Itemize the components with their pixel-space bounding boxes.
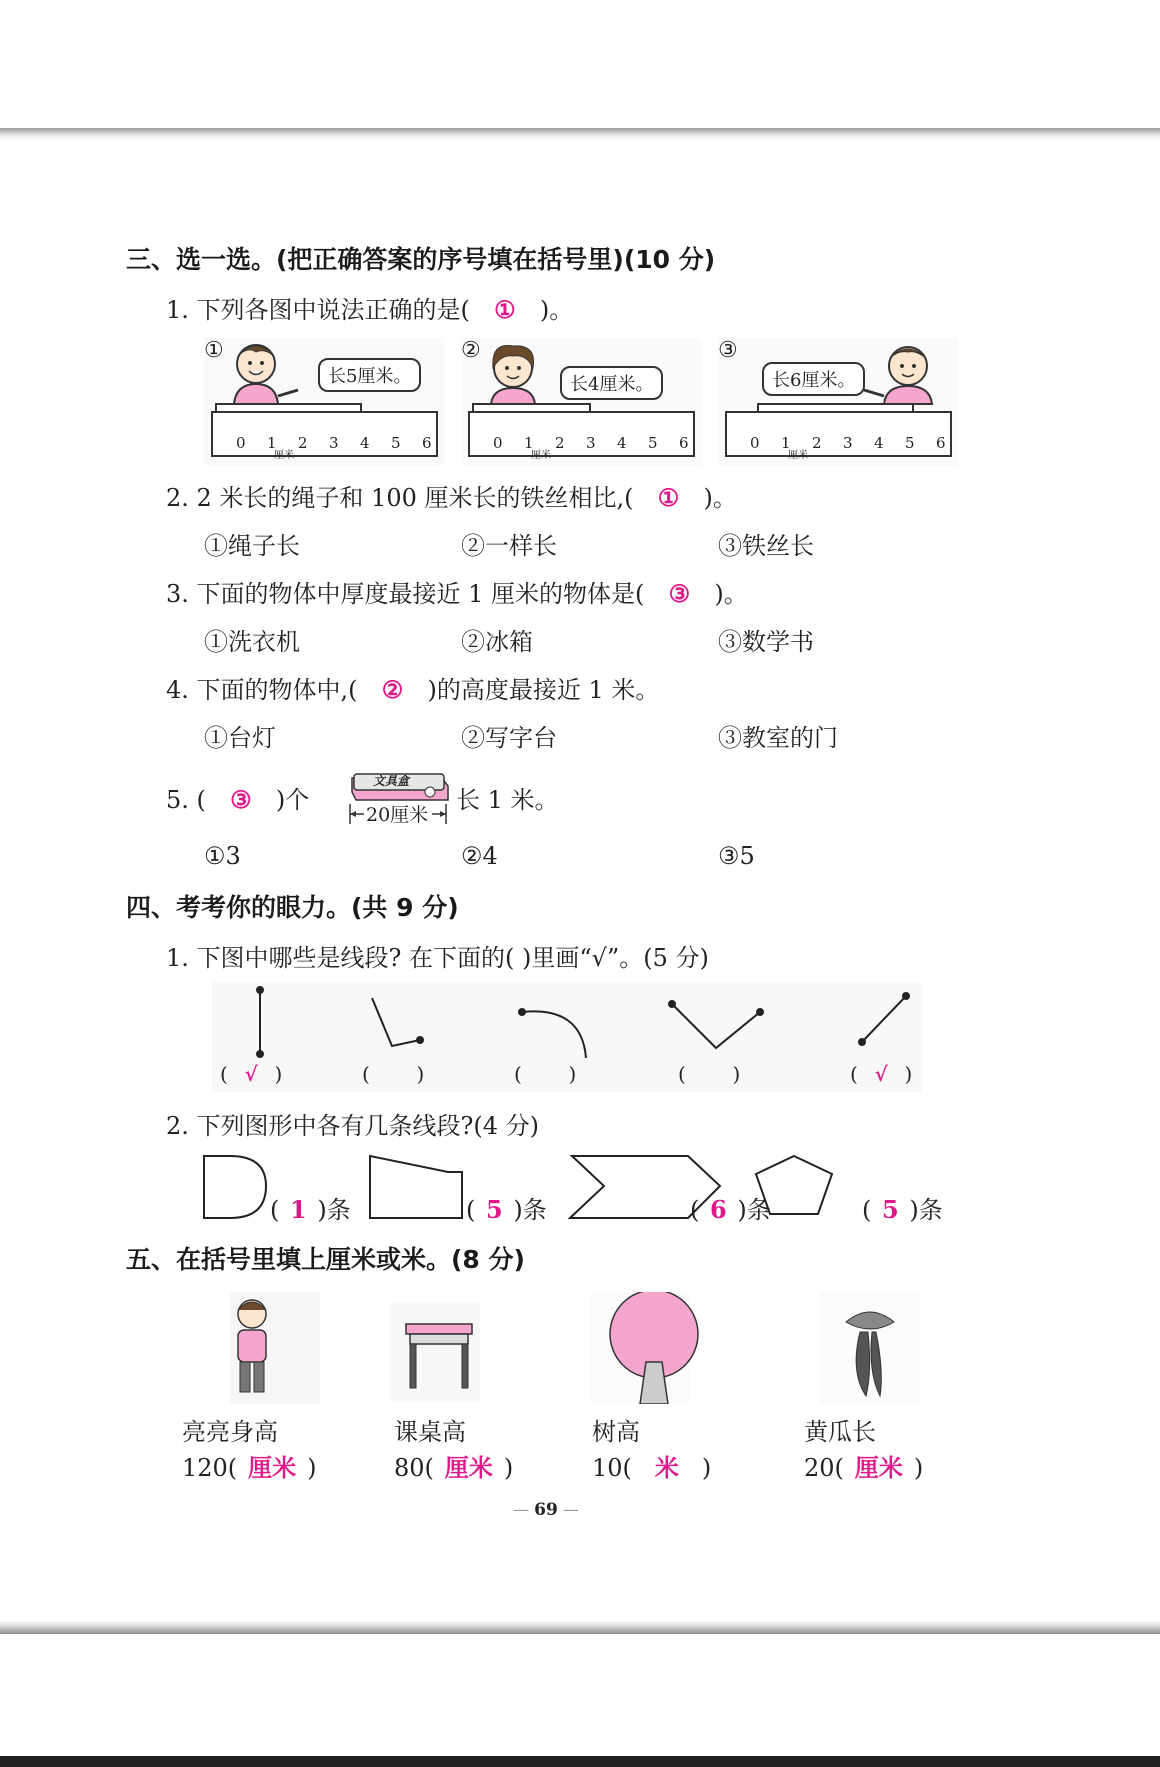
item-close: ) <box>913 1454 924 1482</box>
item-close: ) <box>307 1454 317 1482</box>
page-top-shadow <box>0 128 1160 140</box>
ruler-tick-label: 2 <box>812 434 822 452</box>
option-a: ①3 <box>204 842 241 870</box>
question-4-1: 1. 下图中哪些是线段? 在下面的( )里画“√”。(5 分) <box>166 944 709 972</box>
answer: ① <box>494 295 516 324</box>
section-4-title: 四、考考你的眼力。(共 9 分) <box>126 893 459 922</box>
item-answer: 厘米 <box>248 1453 297 1482</box>
shape-count-unit: 条 <box>918 1196 943 1224</box>
section-5-title: 五、在括号里填上厘米或米。(8 分) <box>126 1245 525 1274</box>
option-b: ②写字台 <box>461 724 557 752</box>
option-a: ①台灯 <box>204 724 276 752</box>
question-3-5 <box>166 780 309 815</box>
question-4-2: 2. 下列图形中各有几条线段?(4 分) <box>166 1112 540 1140</box>
shape-count: ( 6 )条 <box>690 1195 771 1224</box>
ruler-tick-label: 6 <box>936 434 946 452</box>
picture-label-2: ② <box>461 338 481 363</box>
ruler-unit-label: 厘米 <box>274 450 294 461</box>
answer: ③ <box>668 579 691 608</box>
shape-count-unit: 条 <box>326 1196 351 1224</box>
ruler-tick-label: 5 <box>905 434 915 452</box>
ruler-tick-label: 1 <box>267 434 277 452</box>
ruler-tick-label: 2 <box>298 434 308 452</box>
option-c: ③教室的门 <box>718 724 838 752</box>
question-text: 4. 下面的物体中,( <box>166 676 358 704</box>
ruler-tick-label: 5 <box>648 434 658 452</box>
item-label: 亮亮身高 <box>182 1418 278 1446</box>
page-number: — 69 — <box>513 1500 579 1520</box>
picture-label-1: ① <box>204 338 224 363</box>
shape-count: ( 1 )条 <box>270 1195 351 1224</box>
item-answer-row <box>182 1448 317 1483</box>
question-3-3 <box>166 574 748 609</box>
speech-bubble-1: 长5厘米。 <box>318 358 421 392</box>
question-text: 2. 2 米长的绳子和 100 厘米长的铁丝相比,( <box>166 484 634 512</box>
option-a: ①绳子长 <box>204 532 300 560</box>
question-text: 5. ( <box>166 786 206 814</box>
shape-count-unit: 条 <box>522 1196 547 1224</box>
item-answer: 厘米 <box>854 1453 903 1482</box>
item-answer-row <box>394 1448 513 1483</box>
option-b: ②4 <box>461 842 498 870</box>
question-close: )。 <box>539 296 574 324</box>
question-3-4 <box>166 670 659 705</box>
shape-count-value: 1 <box>290 1195 307 1224</box>
shape-count-value: 5 <box>882 1195 899 1224</box>
tree-figure <box>590 1292 698 1404</box>
item-answer: 厘米 <box>444 1453 493 1482</box>
segment-answer: ( ) <box>678 1062 741 1086</box>
ruler-tick-label: 6 <box>422 434 432 452</box>
segment-answer: ( ) <box>514 1062 577 1086</box>
section-3-title: 三、选一选。(把正确答案的序号填在括号里)(10 分) <box>126 245 716 274</box>
item-value: 120( <box>182 1454 238 1482</box>
option-c: ③铁丝长 <box>718 532 814 560</box>
item-answer-row <box>804 1448 923 1483</box>
page-number-value: 69 <box>534 1500 558 1520</box>
ruler-tick-label: 1 <box>524 434 534 452</box>
question-3-5-tail: 长 1 米。 <box>456 786 559 814</box>
object-pictures <box>200 1292 930 1404</box>
ruler-tick-label: 3 <box>843 434 853 452</box>
answer: ① <box>657 483 680 512</box>
question-close: )的高度最接近 1 米。 <box>427 676 660 704</box>
answer: ② <box>381 675 404 704</box>
ruler-unit-label: 厘米 <box>531 450 551 461</box>
question-close: )。 <box>703 484 737 512</box>
option-a: ①洗衣机 <box>204 628 300 656</box>
segment-answer: ( √ ) <box>850 1062 913 1086</box>
shape-count-value: 5 <box>486 1195 503 1224</box>
cucumber-figure <box>820 1292 920 1404</box>
ruler-unit-label: 厘米 <box>788 450 808 461</box>
segment-check: √ <box>874 1062 888 1086</box>
shape-count: ( 5 )条 <box>862 1195 943 1224</box>
pencil-box-label: 文具盒 <box>373 774 410 788</box>
ruler-tick-label: 0 <box>750 434 760 452</box>
ruler-tick-label: 4 <box>360 434 370 452</box>
option-c: ③5 <box>718 842 755 870</box>
question-3-1 <box>166 290 573 325</box>
item-close: ) <box>503 1454 514 1482</box>
ruler-tick-label: 0 <box>236 434 246 452</box>
desk-figure <box>390 1302 480 1402</box>
item-value: 10( <box>592 1454 632 1482</box>
item-answer: 米 <box>654 1453 679 1482</box>
segment-answer: ( ) <box>362 1062 425 1086</box>
shape-count-unit: 条 <box>746 1196 771 1224</box>
option-c: ③数学书 <box>718 628 814 656</box>
item-close: ) <box>701 1454 712 1482</box>
ruler-tick-label: 5 <box>391 434 401 452</box>
ruler-tick-label: 0 <box>493 434 503 452</box>
question-3-2 <box>166 478 737 513</box>
ruler-tick-label: 3 <box>329 434 339 452</box>
segment-answer: ( √ ) <box>220 1062 283 1086</box>
question-close: )。 <box>714 580 748 608</box>
speech-bubble-2: 长4厘米。 <box>560 366 663 400</box>
speech-bubble-3: 长6厘米。 <box>762 362 865 396</box>
question-text: 1. 下列各图中说法正确的是( <box>166 296 470 324</box>
item-value: 80( <box>394 1454 434 1482</box>
bottom-bar <box>0 1756 1160 1767</box>
pencil-box-length: 20厘米 <box>366 804 429 826</box>
option-b: ②冰箱 <box>461 628 533 656</box>
segment-check: √ <box>244 1062 258 1086</box>
ruler-tick-label: 4 <box>874 434 884 452</box>
option-b: ②一样长 <box>461 532 557 560</box>
ruler-tick-label: 4 <box>617 434 627 452</box>
boy-figure <box>230 1292 320 1404</box>
item-label: 树高 <box>592 1418 640 1446</box>
ruler-tick-label: 3 <box>586 434 596 452</box>
object-pictures-svg <box>200 1292 930 1404</box>
ruler-tick-label: 1 <box>781 434 791 452</box>
item-answer-row <box>592 1448 711 1483</box>
question-text: 3. 下面的物体中厚度最接近 1 厘米的物体是( <box>166 580 645 608</box>
item-label: 黄瓜长 <box>804 1418 876 1446</box>
picture-label-3: ③ <box>718 338 738 363</box>
shape-count-value: 6 <box>710 1195 727 1224</box>
answer: ③ <box>230 785 252 814</box>
item-label: 课桌高 <box>394 1418 466 1446</box>
ruler-tick-label: 6 <box>679 434 689 452</box>
ruler-tick-label: 2 <box>555 434 565 452</box>
question-close: )个 <box>275 786 310 814</box>
page-bottom-shadow <box>0 1620 1160 1634</box>
item-value: 20( <box>804 1454 844 1482</box>
shape-count: ( 5 )条 <box>466 1195 547 1224</box>
